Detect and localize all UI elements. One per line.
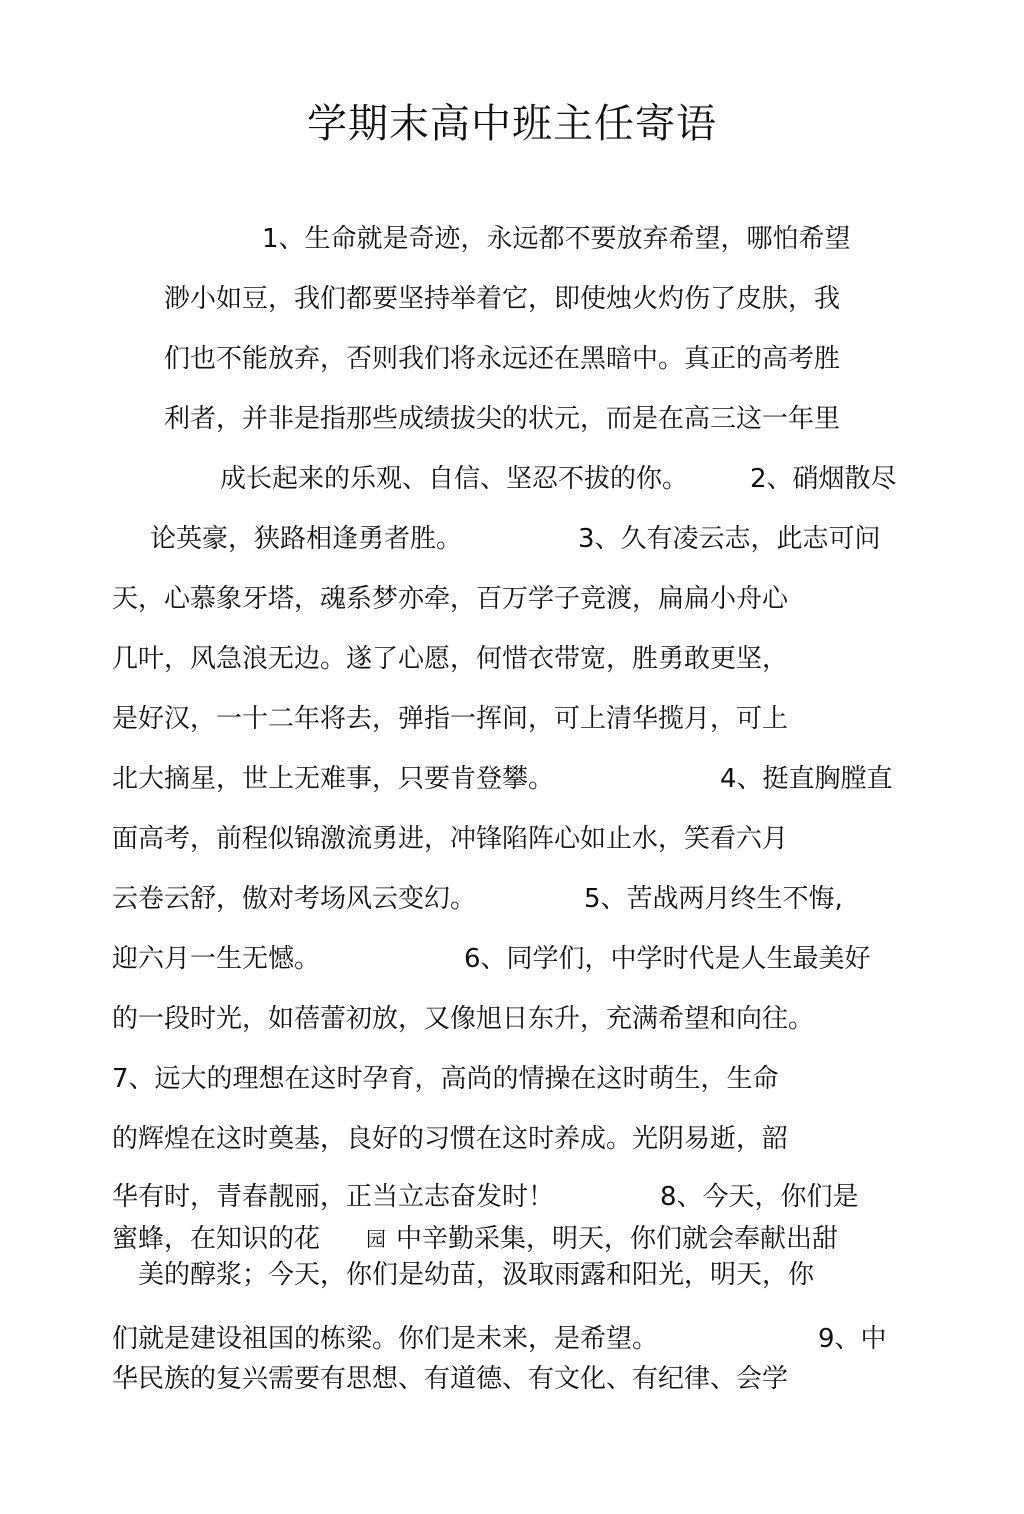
text-segment: 利者，并非是指那些成绩拔尖的状元，而是在高三这一年里 [164,404,841,434]
text-segment: 6、同学们，中学时代是人生最美好 [464,944,871,974]
text-segment: 5、苦战两月终生不悔, [584,884,843,914]
text-segment: 蜜蜂，在知识的花 [112,1224,321,1254]
text-segment: 渺小如豆，我们都要坚持举着它，即使烛火灼伤了皮肤，我 [164,284,841,314]
text-segment: 们就是建设祖国的栋梁。你们是未来，是希望。 [112,1324,659,1354]
text-segment: 2、硝烟散尽 [750,464,897,494]
text-segment: 迎六月一生无憾。 [112,944,321,974]
text-segment: 论英豪，狭路相逢勇者胜。 [150,524,463,554]
document-title: 学期末高中班主任寄语 [307,101,717,147]
text-segment: 们也不能放弃，否则我们将永远还在黑暗中。真正的高考胜 [164,344,841,374]
text-segment: 的一段时光，如蓓蕾初放，又像旭日东升，充满希望和向往。 [112,1004,815,1034]
text-segment: 中辛勤采集，明天，你们就会奉献出甜 [396,1224,839,1254]
text-segment: 的辉煌在这时奠基，良好的习惯在这时养成。光阴易逝，韶 [112,1124,789,1154]
text-segment: 面高考，前程似锦激流勇进，冲锋陷阵心如止水，笑看六月 [112,824,789,854]
text-segment: 8、今天，你们是 [660,1182,859,1212]
text-segment: 是好汉，一十二年将去，弹指一挥间，可上清华揽月，可上 [112,704,789,734]
text-segment: 云卷云舒，傲对考场风云变幻。 [112,884,477,914]
text-segment: 华有时，青春靓丽，正当立志奋发时！ [112,1182,555,1212]
text-segment: 3、久有凌云志，此志可问 [578,524,881,554]
text-segment: 7、远大的理想在这时孕育，高尚的情操在这时萌生，生命 [112,1064,779,1094]
text-segment: 1、生命就是奇迹，永远都不要放弃希望，哪怕希望 [262,224,851,254]
text-segment: 4、挺直胸膛直 [720,764,893,794]
text-segment: 9、中 [818,1324,887,1354]
text-segment: 几叶，风急浪无边。遂了心愿，何惜衣带宽，胜勇敢更坚， [112,644,789,674]
text-segment: 美的醇浆；今天，你们是幼苗，汲取雨露和阳光，明天，你 [138,1260,815,1290]
text-segment: 园 [366,1227,386,1251]
text-segment: 成长起来的乐观、自信、坚忍不拔的你。 [220,464,689,494]
text-segment: 天，心慕象牙塔，魂系梦亦牵，百万学子竞渡，扁扁小舟心 [112,584,789,614]
text-segment: 北大摘星，世上无难事，只要肯登攀。 [112,764,555,794]
text-segment: 华民族的复兴需要有思想、有道德、有文化、有纪律、会学 [112,1364,789,1394]
